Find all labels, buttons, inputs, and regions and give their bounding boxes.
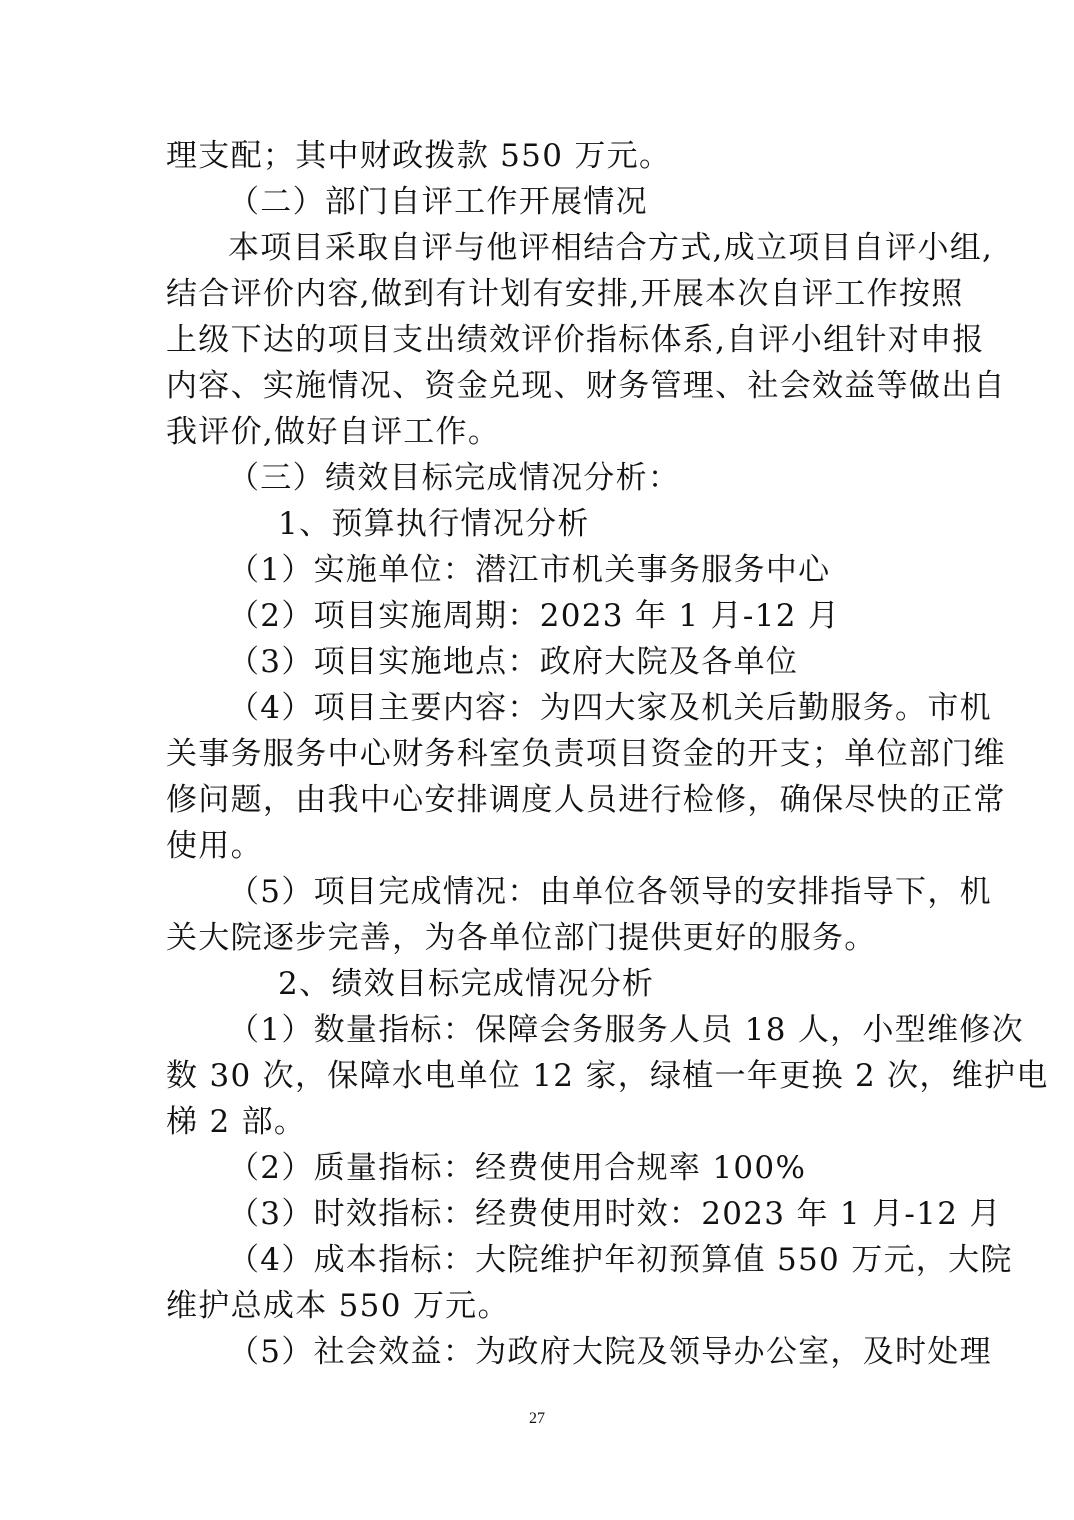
paragraph-line: 我评价,做好自评工作。 [166, 414, 501, 450]
list-item: （4）项目主要内容：为四大家及机关后勤服务。市机 [228, 690, 992, 726]
list-item: （3）项目实施地点：政府大院及各单位 [228, 644, 799, 680]
paragraph-line: 数 30 次，保障水电单位 12 家，绿植一年更换 2 次，维护电 [166, 1058, 1049, 1094]
list-item: （4）成本指标：大院维护年初预算值 550 万元，大院 [228, 1242, 1013, 1278]
paragraph-line: 结合评价内容,做到有计划有安排,开展本次自评工作按照 [166, 276, 964, 312]
paragraph-line: 关事务服务中心财务科室负责项目资金的开支；单位部门维 [166, 736, 1006, 772]
paragraph-line: 梯 2 部。 [166, 1104, 307, 1140]
paragraph-line: 理支配；其中财政拨款 550 万元。 [166, 138, 672, 174]
paragraph-line: 本项目采取自评与他评相结合方式,成立项目自评小组, [228, 230, 994, 266]
list-item: （3）时效指标：经费使用时效：2023 年 1 月-12 月 [228, 1196, 1002, 1232]
list-item: （1）实施单位：潜江市机关事务服务中心 [228, 552, 831, 588]
paragraph-line: 修问题，由我中心安排调度人员进行检修，确保尽快的正常 [166, 782, 1006, 818]
list-item: （5）社会效益：为政府大院及领导办公室，及时处理 [228, 1334, 992, 1370]
subsection-heading: 1、预算执行情况分析 [278, 506, 590, 542]
list-item: （2）项目实施周期：2023 年 1 月-12 月 [228, 598, 841, 634]
list-item: （1）数量指标：保障会务服务人员 18 人，小型维修次 [228, 1012, 1024, 1048]
section-heading: （二）部门自评工作开展情况 [228, 184, 648, 220]
paragraph-line: 关大院逐步完善，为各单位部门提供更好的服务。 [166, 920, 877, 956]
subsection-heading: 2、绩效目标完成情况分析 [278, 966, 655, 1002]
paragraph-line: 内容、实施情况、资金兑现、财务管理、社会效益等做出自 [166, 368, 1006, 404]
list-item: （5）项目完成情况：由单位各领导的安排指导下，机 [228, 874, 992, 910]
list-item: （2）质量指标：经费使用合规率 100% [228, 1150, 807, 1186]
paragraph-line: 维护总成本 550 万元。 [166, 1288, 510, 1324]
section-heading: （三）绩效目标完成情况分析： [228, 460, 681, 496]
paragraph-line: 使用。 [166, 828, 263, 864]
page-number: 27 [529, 1410, 545, 1427]
paragraph-line: 上级下达的项目支出绩效评价指标体系,自评小组针对申报 [166, 322, 985, 358]
